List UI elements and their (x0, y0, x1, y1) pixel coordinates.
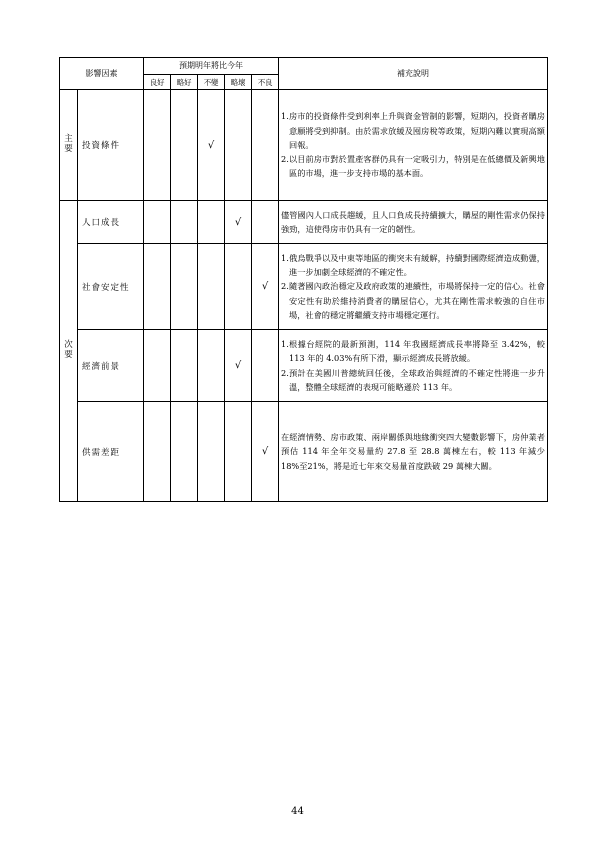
list-item: 1. 根據台經院的最新預測，114 年我國經濟成長率將降至 3.42%，較 113 年的 4.03%有所下滑，顯示經濟成長將放緩。 (281, 338, 545, 364)
rating-cell (171, 330, 198, 402)
factor-name: 人口成長 (78, 201, 144, 244)
table-row (60, 330, 548, 402)
table-row (60, 201, 548, 244)
page-number: 44 (291, 806, 304, 817)
rating-cell (144, 90, 171, 201)
table-row (60, 244, 548, 330)
rating-cell (225, 244, 252, 330)
rating-cell (198, 402, 225, 502)
header-expectation: 預期明年將比今年 (144, 58, 279, 75)
header-option-unchanged: 不變 (198, 75, 225, 90)
note-cell (279, 244, 548, 330)
table-row (60, 402, 548, 502)
rating-cell (252, 90, 279, 201)
rating-cell (198, 201, 225, 244)
note-cell: 儘管國內人口成長趨緩，且人口負成長持續擴大，購屋的剛性需求仍保持強勁，這使得房市仍具有一定的韌性。 (279, 201, 548, 244)
rating-cell (144, 402, 171, 502)
list-item: 1. 俄烏戰爭以及中東等地區的衝突未有緩解，持續對國際經濟造成動盪，進一步加劇全球經濟的不確定性。 (281, 252, 545, 278)
list-item: 2. 隨著國內政治穩定及政府政策的連續性，市場將保持一定的信心。社會安定性有助於維持消費者的購屋信心，尤其在剛性需求較強的自住市場，社會的穩定將繼續支持市場穩定運行。 (281, 281, 545, 320)
impact-factor-table (59, 57, 548, 502)
note-cell (279, 330, 548, 402)
note-cell: 在經濟情勢、房市政策、兩岸關係與地緣衝突四大變數影響下，房仲業者預估 114 年全年交易量約 27.8 至 28.8 萬棟左右，較 113 年減少 18%至21%，將是近七年來交易量首度跌破 29 萬棟大關。 (279, 402, 548, 502)
header-note: 補充說明 (279, 58, 548, 90)
rating-cell (171, 402, 198, 502)
note-cell (279, 90, 548, 201)
rating-cell (144, 244, 171, 330)
rating-cell (252, 201, 279, 244)
rating-cell (198, 330, 225, 402)
factor-name: 經濟前景 (78, 330, 144, 402)
check-mark: √ (252, 244, 279, 330)
rating-cell (144, 201, 171, 244)
list-item: 2. 預計在美國川普總統回任後，全球政治與經濟的不確定性將進一步升溫，整體全球經濟的表現可能略遜於 113 年。 (281, 367, 545, 392)
rating-cell (171, 90, 198, 201)
group-primary: 主 要 (60, 90, 78, 201)
rating-cell (171, 244, 198, 330)
factor-name: 供需差距 (78, 402, 144, 502)
header-option-good: 良好 (144, 75, 171, 90)
header-option-slightly-bad: 略壞 (225, 75, 252, 90)
check-mark: √ (252, 402, 279, 502)
list-item: 1. 房市的投資條件受到利率上升與資金管制的影響，短期內，投資者購房意願將受到抑制。由於需求放緩及囤房稅等政策，短期內難以實現高額回報。 (281, 111, 545, 150)
header-option-bad: 不良 (252, 75, 279, 90)
group-secondary: 次 要 (60, 201, 78, 502)
check-mark: √ (198, 90, 225, 201)
check-mark: √ (225, 330, 252, 402)
factor-name: 社會安定性 (78, 244, 144, 330)
rating-cell (144, 330, 171, 402)
rating-cell (252, 330, 279, 402)
check-mark: √ (225, 201, 252, 244)
header-factor: 影響因素 (60, 58, 144, 90)
rating-cell (225, 402, 252, 502)
factor-name: 投資條件 (78, 90, 144, 201)
rating-cell (171, 201, 198, 244)
list-item: 2. 以目前房市對於置產客群仍具有一定吸引力，特別是在低總價及新興地區的市場，進一步支持市場的基本面。 (281, 154, 545, 179)
rating-cell (198, 244, 225, 330)
rating-cell (225, 90, 252, 201)
header-option-slightly-good: 略好 (171, 75, 198, 90)
table-row (60, 90, 548, 201)
